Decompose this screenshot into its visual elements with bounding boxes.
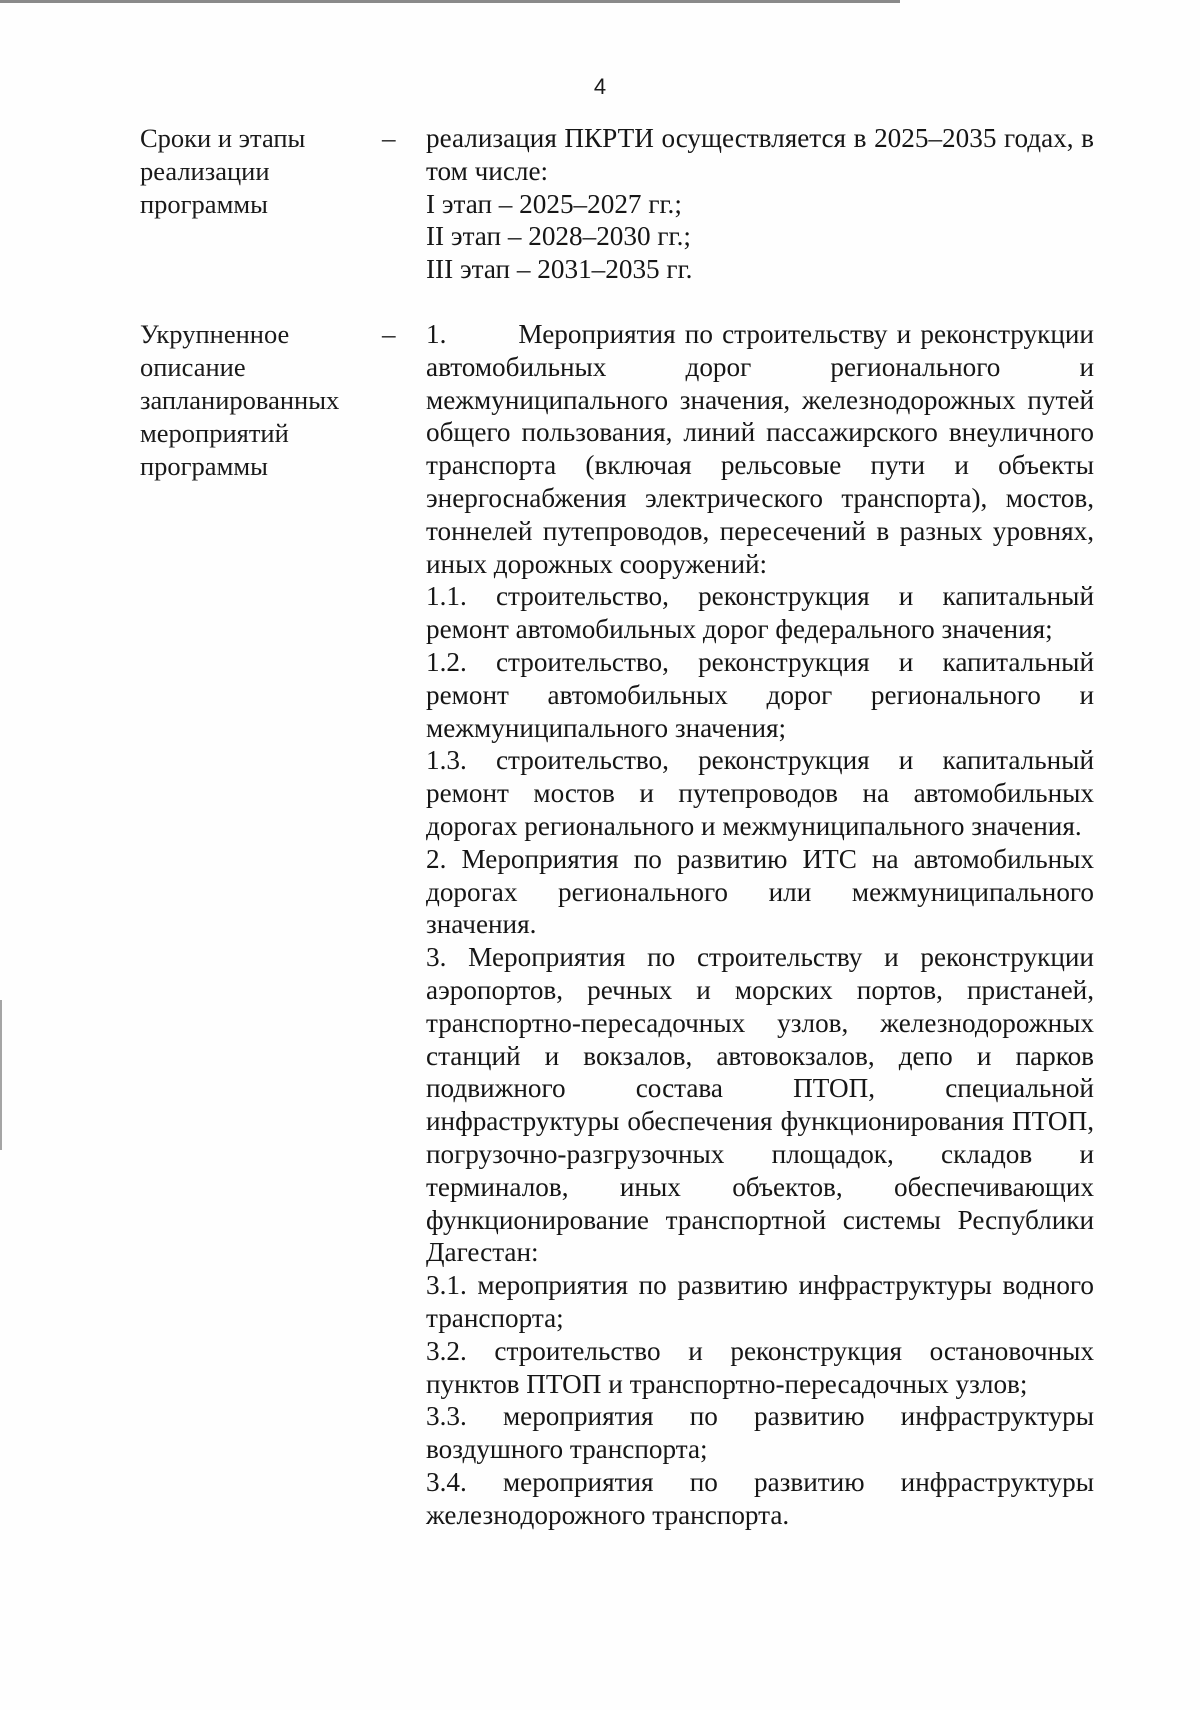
activity-3-2: 3.2. строительство и реконструкция остановочных пунктов ПТОП и транспортно-пересадочных узлов;: [426, 1335, 1094, 1399]
activity-3: 3. Мероприятия по строительству и реконструкции аэропортов, речных и морских портов, пристаней, транспортно-пересадочных узлов, железнодорожных станций и вокзалов, автовокзалов, депо и парков подвижного состава ПТОП, специальной инфраструктуры обеспечения функционирования ПТОП, погрузочно-разгрузочных площадок, складов и терминалов, иных объектов, обеспечивающих функционирование транспортной системы Республики Дагестан:: [426, 942, 1094, 1268]
stage-2: II этап – 2028–2030 гг.;: [426, 221, 691, 252]
timeline-intro: реализация ПКРТИ осуществляется в 2025–2035 годах, в том числе:: [426, 123, 1094, 186]
activity-3-3: 3.3. мероприятия по развитию инфраструктуры воздушного транспорта;: [426, 1401, 1094, 1465]
scan-edge-top: [0, 0, 900, 3]
activity-1-2: 1.2. строительство, реконструкция и капитальный ремонт автомобильных дорог регионального и межмуниципального значения;: [426, 646, 1094, 743]
section-activities-content: [426, 318, 1094, 1531]
stage-1: I этап – 2025–2027 гг.;: [426, 188, 682, 219]
page-number: 4: [593, 74, 607, 99]
activity-2: 2. Мероприятия по развитию ИТС на автомобильных дорогах регионального или межмуниципального значения.: [426, 843, 1094, 940]
activity-1: 1. Мероприятия по строительству и реконструкции автомобильных дорог регионального и межмуниципального значения, железнодорожных путей общего пользования, линий пассажирского внеуличного транспорта (включая рельсовые пути и объекты энергоснабжения электрического транспорта), мостов, тоннелей путепроводов, пересечений в разных уровнях, иных дорожных сооружений:: [426, 319, 1094, 579]
section-timeline-dash: –: [382, 123, 396, 153]
activity-3-1: 3.1. мероприятия по развитию инфраструктуры водного транспорта;: [426, 1270, 1094, 1333]
activity-1-3: 1.3. строительство, реконструкция и капитальный ремонт мостов и путепроводов на автомобильных дорогах регионального и межмуниципального значения.: [426, 745, 1094, 841]
activity-1-1: 1.1. строительство, реконструкция и капитальный ремонт автомобильных дорог федерального значения;: [426, 581, 1094, 645]
section-timeline-content: [426, 122, 1094, 286]
section-timeline-label: Сроки и этапы реализации программы: [140, 123, 306, 219]
section-activities-dash: –: [382, 319, 396, 349]
scan-edge-left: [0, 1000, 2, 1150]
section-activities-label: Укрупненное описание запланированных мероприятий программы: [140, 319, 340, 481]
stage-3: III этап – 2031–2035 гг.: [426, 254, 693, 285]
activity-3-4: 3.4. мероприятия по развитию инфраструктуры железнодорожного транспорта.: [426, 1466, 1094, 1530]
